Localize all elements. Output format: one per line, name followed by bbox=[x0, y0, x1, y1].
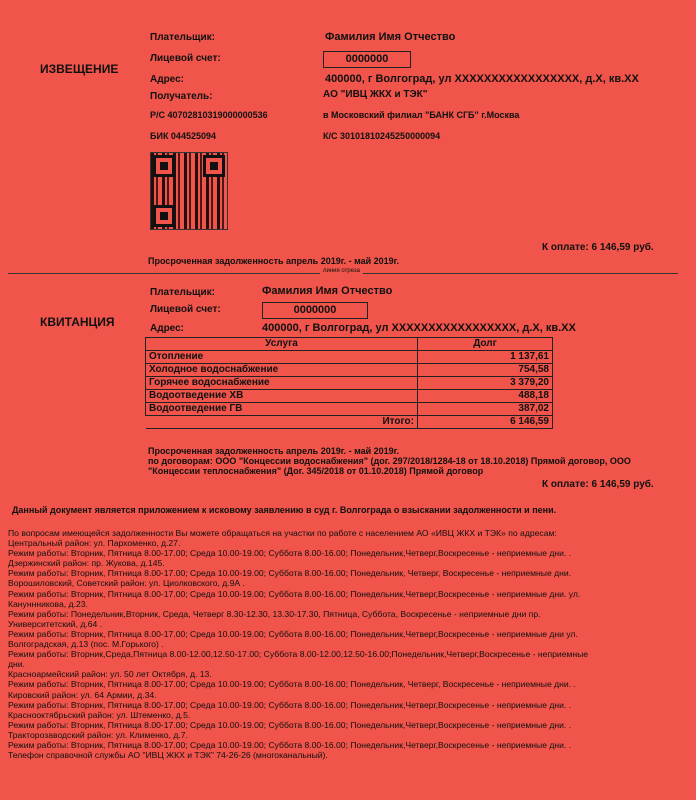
notice-section-title: ИЗВЕЩЕНИЕ bbox=[40, 62, 119, 76]
notice-address-label: Адрес: bbox=[150, 74, 184, 85]
notice-overdue-text: Просроченная задолженность апрель 2019г. - май 2019г. bbox=[148, 256, 400, 266]
notice-ks-label: К/С 30101810245250000094 bbox=[323, 131, 441, 141]
notice-account-label: Лицевой счет: bbox=[150, 53, 221, 64]
receipt-account-number: 0000000 bbox=[262, 302, 368, 319]
table-row bbox=[146, 364, 553, 377]
info-line: Центральный район: ул. Пархоменко, д.27. bbox=[8, 538, 181, 549]
service-debt: 3 379,20 bbox=[418, 377, 553, 390]
cut-line-label: линия отреза bbox=[320, 268, 363, 274]
notice-payer-label: Плательщик: bbox=[150, 32, 215, 43]
notice-bank-value: в Московский филиал "БАНК СГБ" г.Москва bbox=[323, 110, 520, 120]
info-line: Режим работы: Вторник,Среда,Пятница 8.00-12.00,12.50-17.00; Суббота 8.00-12.00,12.50-16.00;Понедельник,Четверг,Воскресенье - неприемные bbox=[8, 649, 589, 660]
table-row bbox=[146, 351, 553, 364]
info-line: Красноармейский район: ул. 50 лет Октября, д. 13. bbox=[8, 669, 212, 680]
notice-recipient-label: Получатель: bbox=[150, 91, 213, 102]
info-line: Режим работы: Вторник, Пятница 8.00-17.00; Среда 10.00-19.00; Суббота 8.00-16.00; Понедельник,Четверг,Воскресенье - неприемные дни. . bbox=[8, 719, 572, 730]
receipt-overdue-line1: Просроченная задолженность апрель 2019г. - май 2019г. bbox=[148, 446, 400, 456]
column-header-debt: Долг bbox=[418, 338, 553, 351]
info-line: Университетский, д.64 . bbox=[8, 618, 103, 629]
info-line: Краснооктябрьский район: ул. Штеменко, д.5. bbox=[8, 709, 191, 720]
service-name: Горячее водоснабжение bbox=[146, 377, 418, 390]
notice-address-value: 400000, г Волгоград, ул XXXXXXXXXXXXXXXXX, д.X, кв.XX bbox=[325, 73, 639, 85]
total-label: Итого: bbox=[146, 416, 418, 429]
info-line: Режим работы: Вторник, Пятница 8.00-17.00; Среда 10.00-19.00; Суббота 8.00-16.00; Понедельник,Четверг,Воскресенье - неприемные дни ул. bbox=[8, 628, 578, 639]
qr-finder-top-right bbox=[203, 155, 225, 177]
info-line: Режим работы: Вторник, Пятница 8.00-17.00; Среда 10.00-19.00; Суббота 8.00-16.00; Понедельник,Четверг,Воскресенье - неприемные дни. . bbox=[8, 548, 572, 559]
info-line: Режим работы: Вторник, Пятница 8.00-17.00; Среда 10.00-19.00; Суббота 8.00-16.00; Понедельник,Четверг,Воскресенье - неприемные дни. ул. bbox=[8, 588, 581, 599]
service-debt: 1 137,61 bbox=[418, 351, 553, 364]
info-line: Телефон справочной службы АО "ИВЦ ЖКХ и ТЭК" 74-26-26 (многоканальный). bbox=[8, 750, 328, 761]
notice-account-number: 0000000 bbox=[323, 51, 411, 68]
table-row bbox=[146, 390, 553, 403]
service-name: Водоотведение ХВ bbox=[146, 390, 418, 403]
notice-rs-label: Р/С 40702810319000000536 bbox=[150, 110, 268, 120]
service-debt: 387,02 bbox=[418, 403, 553, 416]
table-total-row bbox=[146, 416, 553, 429]
receipt-to-pay: К оплате: 6 146,59 руб. bbox=[542, 479, 654, 490]
info-line: Режим работы: Вторник, Пятница 8.00-17.00; Среда 10.00-19.00; Суббота 8.00-16.00; Понедельник, Четверг, Воскресенье - неприемные дни. . bbox=[8, 679, 576, 690]
table-row bbox=[146, 403, 553, 416]
info-line: По вопросам имеющейся задолженности Вы можете обращаться на участки по работе с населением АО «ИВЦ ЖКХ и ТЭК» по адресам: bbox=[8, 528, 557, 538]
qr-finder-top-left bbox=[153, 155, 175, 177]
receipt-overdue-line3: "Концессии теплоснабжения" (Дог. 345/2018 от 01.10.2018) Прямой договор bbox=[148, 466, 484, 476]
receipt-overdue-line2: по договорам: ООО "Концессии водоснабжения" (дог. 297/2018/1284-18 от 18.10.2018) Прямой договор, ООО bbox=[148, 456, 631, 466]
info-line: Режим работы: Вторник, Пятница 8.00-17.00; Среда 10.00-19.00; Суббота 8.00-16.00; Понедельник,Четверг,Воскресенье - неприемные дни. . bbox=[8, 739, 572, 750]
receipt-payer-name: Фамилия Имя Отчество bbox=[262, 285, 393, 297]
service-debt: 754,58 bbox=[418, 364, 553, 377]
receipt-account-label: Лицевой счет: bbox=[150, 304, 221, 315]
info-line: Тракторозаводский район: ул. Клименко, д.7. bbox=[8, 729, 188, 740]
notice-to-pay: К оплате: 6 146,59 руб. bbox=[542, 242, 654, 253]
qr-code-image bbox=[150, 152, 228, 230]
total-value: 6 146,59 bbox=[418, 416, 553, 429]
info-line: Дзержинский район: пр. Жукова, д.145. bbox=[8, 558, 165, 569]
info-line: Волгоградская, д.13 (пос. М.Горького) . bbox=[8, 639, 164, 650]
info-line: Режим работы: Вторник, Пятница 8.00-17.00; Среда 10.00-19.00; Суббота 8.00-16.00; Понедельник, Четверг, Воскресенье - неприемные дни. bbox=[8, 568, 572, 579]
receipt-payer-label: Плательщик: bbox=[150, 287, 215, 298]
service-name: Отопление bbox=[146, 351, 418, 364]
info-line: Режим работы: Вторник, Пятница 8.00-17.00; Среда 10.00-19.00; Суббота 8.00-16.00; Понедельник,Четверг,Воскресенье - неприемные дни. . bbox=[8, 699, 572, 710]
info-line: Кануннникова, д.23. bbox=[8, 598, 88, 609]
table-row bbox=[146, 377, 553, 390]
notice-payer-name: Фамилия Имя Отчество bbox=[325, 31, 456, 43]
services-debt-table bbox=[145, 337, 553, 429]
info-line: Режим работы: Понедельник,Вторник, Среда, Четверг 8.30-12.30, 13.30-17.30, Пятница, Суббота, Воскресенье - неприемные дни пр. bbox=[8, 608, 541, 619]
service-name: Водоотведение ГВ bbox=[146, 403, 418, 416]
service-debt: 488,18 bbox=[418, 390, 553, 403]
appendix-note: Данный документ является приложением к исковому заявлению в суд г. Волгограда о взыскании задолженности и пени. bbox=[12, 505, 557, 515]
info-line: Кировский район: ул. 64 Армии, д.34. bbox=[8, 689, 157, 700]
table-header-row bbox=[146, 338, 553, 351]
notice-recipient-value: АО "ИВЦ ЖКХ и ТЭК" bbox=[323, 89, 428, 100]
info-line: дни. bbox=[8, 659, 25, 670]
notice-bik-label: БИК 044525094 bbox=[150, 131, 216, 141]
receipt-address-value: 400000, г Волгоград, ул XXXXXXXXXXXXXXXXX, д.X, кв.XX bbox=[262, 322, 576, 334]
qr-finder-bottom-left bbox=[153, 205, 175, 227]
column-header-service: Услуга bbox=[146, 338, 418, 351]
info-line: Ворошиловский, Советский район: ул. Циолковского, д.9А . bbox=[8, 578, 245, 589]
service-offices-info bbox=[8, 528, 688, 760]
receipt-address-label: Адрес: bbox=[150, 323, 184, 334]
receipt-section-title: КВИТАНЦИЯ bbox=[40, 315, 115, 329]
service-name: Холодное водоснабжение bbox=[146, 364, 418, 377]
